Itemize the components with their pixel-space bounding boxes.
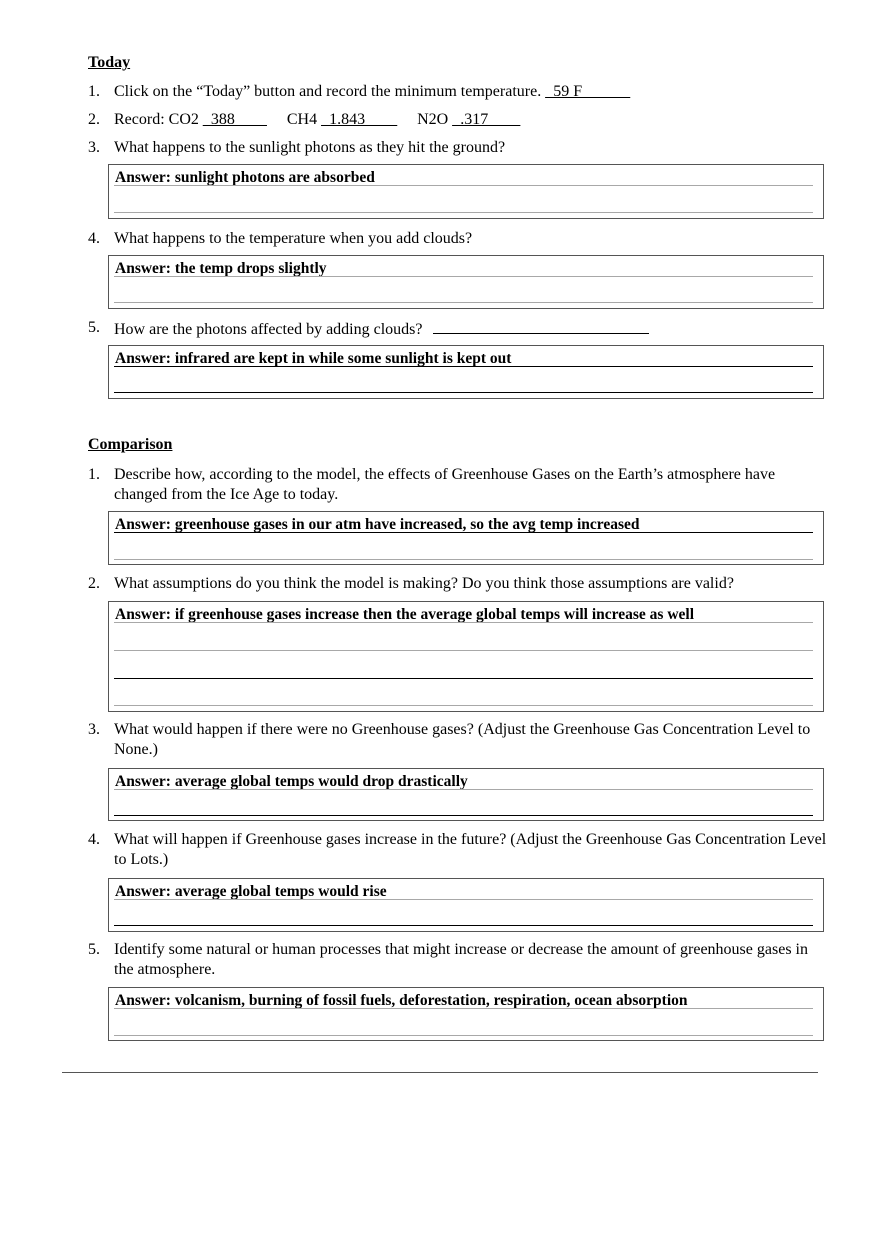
question-number: 3. <box>88 721 100 738</box>
question-number: 2. <box>88 111 100 128</box>
answer-line <box>114 815 813 816</box>
answer-line <box>114 925 813 926</box>
today-heading: Today <box>88 54 131 71</box>
question-text: What happens to the sunlight photons as they hit the ground? <box>114 139 506 156</box>
question-number: 1. <box>88 83 100 100</box>
answer-line <box>114 789 813 790</box>
question-text: Click on the “Today” button and record the minimum temperature. <box>114 83 542 100</box>
answer-line <box>114 185 813 186</box>
answer-line <box>114 1008 813 1009</box>
answer-box[interactable] <box>108 164 824 219</box>
question-number: 5. <box>88 319 100 336</box>
min-temperature-answer[interactable]: _59 F______ <box>545 83 631 100</box>
comparison-heading: Comparison <box>88 436 173 453</box>
answer-box[interactable] <box>108 601 824 712</box>
answer-line <box>114 302 813 303</box>
today-question-5 <box>88 318 828 340</box>
question-number: 5. <box>88 941 100 958</box>
question-text: What assumptions do you think the model is making? Do you think those assumptions are valid? <box>114 575 734 592</box>
answer-box[interactable] <box>108 511 824 565</box>
ch4-answer[interactable]: _1.843____ <box>321 111 398 128</box>
answer-line <box>114 1035 813 1036</box>
question-text: Identify some natural or human processes that might increase or decrease the amount of greenhouse gases in the atmosphere. <box>114 941 808 978</box>
today-question-2 <box>88 110 828 130</box>
answer-text: Answer: the temp drops slightly <box>115 260 327 277</box>
answer-text: Answer: greenhouse gases in our atm have increased, so the avg temp increased <box>115 516 640 533</box>
question-text: What happens to the temperature when you add clouds? <box>114 230 473 247</box>
comparison-question-1 <box>88 465 828 505</box>
answer-line <box>114 532 813 533</box>
answer-box[interactable] <box>108 345 824 399</box>
question-number: 4. <box>88 230 100 247</box>
answer-line <box>114 392 813 393</box>
today-question-4 <box>88 229 828 249</box>
answer-line <box>114 212 813 213</box>
question-text: Describe how, according to the model, the effects of Greenhouse Gases on the Earth’s atmosphere have changed from the Ice Age to today. <box>114 466 776 503</box>
ch4-label: CH4 <box>286 111 318 128</box>
question-number: 3. <box>88 139 100 156</box>
footer-divider <box>62 1072 818 1073</box>
answer-line <box>114 650 813 651</box>
answer-text: Answer: sunlight photons are absorbed <box>115 169 375 186</box>
answer-line <box>114 899 813 900</box>
co2-answer[interactable]: _388____ <box>202 111 267 128</box>
n2o-label: N2O <box>417 111 449 128</box>
comparison-question-3 <box>88 720 828 760</box>
answer-text: Answer: volcanism, burning of fossil fuels, deforestation, respiration, ocean absorption <box>115 992 688 1009</box>
answer-box[interactable] <box>108 987 824 1041</box>
question-text: What will happen if Greenhouse gases increase in the future? (Adjust the Greenhouse Gas Concentration Level to Lots.) <box>114 831 827 868</box>
today-question-3 <box>88 138 828 158</box>
question-text: How are the photons affected by adding clouds? <box>114 321 423 338</box>
comparison-question-5 <box>88 940 828 980</box>
answer-text: Answer: infrared are kept in while some sunlight is kept out <box>115 350 512 367</box>
record-label: Record: CO2 <box>114 111 199 128</box>
question-number: 2. <box>88 575 100 592</box>
answer-line <box>114 559 813 560</box>
answer-line <box>114 678 813 679</box>
question-number: 4. <box>88 831 100 848</box>
answer-box[interactable] <box>108 768 824 821</box>
n2o-answer[interactable]: _.317____ <box>452 111 521 128</box>
question-text: What would happen if there were no Greenhouse gases? (Adjust the Greenhouse Gas Concentration Level to None.) <box>114 721 811 758</box>
answer-box[interactable] <box>108 255 824 309</box>
comparison-question-2 <box>88 574 828 594</box>
answer-line <box>114 276 813 277</box>
question-number: 1. <box>88 466 100 483</box>
answer-text: Answer: average global temps would drop drastically <box>115 773 468 790</box>
answer-text: Answer: average global temps would rise <box>115 883 387 900</box>
blank-line[interactable] <box>433 318 649 334</box>
answer-line <box>114 366 813 367</box>
answer-box[interactable] <box>108 878 824 932</box>
comparison-question-4 <box>88 830 828 870</box>
answer-text: Answer: if greenhouse gases increase then the average global temps will increase as well <box>115 606 695 623</box>
answer-line <box>114 705 813 706</box>
today-question-1 <box>88 82 828 102</box>
answer-line <box>114 622 813 623</box>
